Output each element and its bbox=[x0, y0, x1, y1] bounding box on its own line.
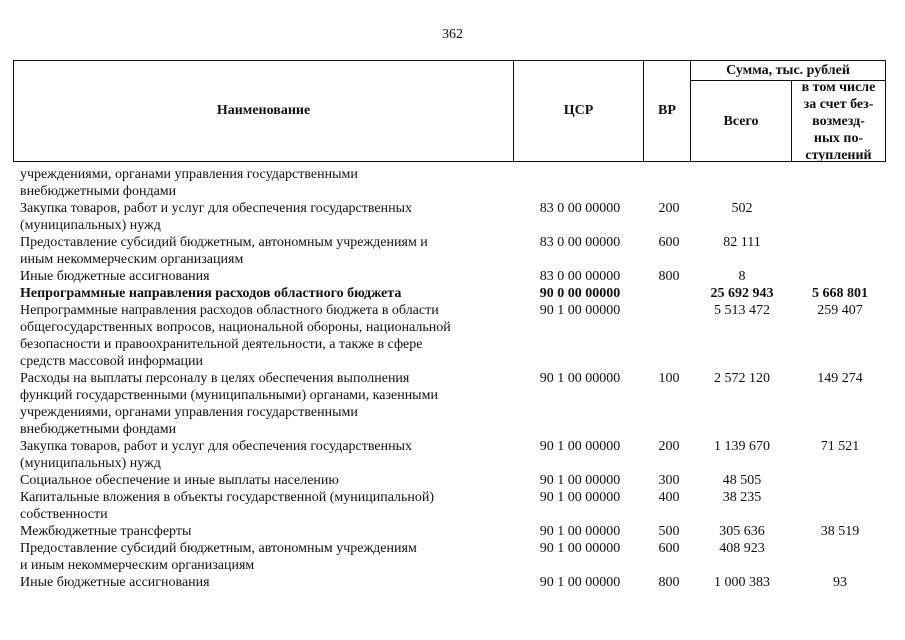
row-free: 5 668 801 bbox=[812, 286, 868, 301]
row-name bbox=[20, 200, 510, 234]
row-name-line: функций государственными (муниципальными) органами, казенными bbox=[20, 388, 438, 403]
row-vr: 800 bbox=[658, 575, 680, 590]
row-vr: 800 bbox=[658, 269, 680, 284]
row-vr: 300 bbox=[658, 473, 680, 488]
row-name-line: (муниципальных) нужд bbox=[20, 218, 161, 233]
row-name-line: внебюджетными фондами bbox=[20, 422, 177, 437]
row-total: 305 636 bbox=[719, 524, 765, 539]
row-name-line: Предоставление субсидий бюджетным, автономным учреждениям bbox=[20, 541, 417, 556]
row-name-line: Социальное обеспечение и иные выплаты населению bbox=[20, 473, 339, 488]
row-total: 1 139 670 bbox=[714, 439, 770, 454]
header-free-line: в том числе bbox=[801, 79, 876, 95]
page-number: 362 bbox=[442, 27, 463, 42]
row-name-line: средств массовой информации bbox=[20, 354, 204, 369]
row-name-line: Иные бюджетные ассигнования bbox=[20, 269, 210, 284]
header-total: Всего bbox=[723, 113, 759, 129]
row-name bbox=[20, 268, 510, 285]
row-total: 502 bbox=[731, 201, 753, 216]
row-total: 48 505 bbox=[722, 473, 762, 488]
table-row bbox=[0, 489, 905, 523]
row-name-line: учреждениями, органами управления государственными bbox=[20, 167, 358, 182]
row-name-line: (муниципальных) нужд bbox=[20, 456, 161, 471]
table-row bbox=[0, 285, 905, 302]
table-row bbox=[0, 166, 905, 200]
row-vr: 500 bbox=[658, 524, 680, 539]
row-total: 8 bbox=[738, 269, 746, 284]
row-name-line: Предоставление субсидий бюджетным, автономным учреждениям и bbox=[20, 235, 428, 250]
table-row bbox=[0, 234, 905, 268]
row-total: 82 111 bbox=[723, 235, 761, 250]
row-csr: 90 0 00 00000 bbox=[539, 286, 621, 301]
header-free-line: ступлений bbox=[805, 147, 872, 163]
row-csr: 90 1 00 00000 bbox=[539, 439, 621, 454]
row-name bbox=[20, 523, 510, 540]
row-free: 93 bbox=[833, 575, 847, 590]
row-csr: 90 1 00 00000 bbox=[539, 303, 621, 318]
row-vr: 400 bbox=[658, 490, 680, 505]
header-bottom-border bbox=[13, 161, 886, 162]
row-csr: 90 1 00 00000 bbox=[539, 490, 621, 505]
header-free-line: ных по- bbox=[813, 130, 864, 146]
row-csr: 90 1 00 00000 bbox=[539, 575, 621, 590]
table-row bbox=[0, 540, 905, 574]
row-csr: 83 0 00 00000 bbox=[539, 201, 621, 216]
row-name bbox=[20, 370, 510, 438]
row-csr: 83 0 00 00000 bbox=[539, 269, 621, 284]
row-free: 149 274 bbox=[817, 371, 863, 386]
table-row bbox=[0, 523, 905, 540]
row-vr: 600 bbox=[658, 541, 680, 556]
header-csr: ЦСР bbox=[563, 103, 594, 118]
row-name bbox=[20, 574, 510, 591]
header-right-border bbox=[885, 60, 886, 162]
row-csr: 90 1 00 00000 bbox=[539, 524, 621, 539]
row-name-line: общегосударственных вопросов, национальной обороны, национальной bbox=[20, 320, 451, 335]
table-row bbox=[0, 574, 905, 591]
table-row bbox=[0, 370, 905, 438]
row-name-line: иным некоммерческим организациям bbox=[20, 252, 244, 267]
row-name-line: учреждениями, органами управления государственными bbox=[20, 405, 358, 420]
table-row bbox=[0, 472, 905, 489]
row-name-line: Межбюджетные трансферты bbox=[20, 524, 192, 539]
row-name-line: Непрограммные направления расходов областного бюджета в области bbox=[20, 303, 439, 318]
header-sum-group: Сумма, тыс. рублей bbox=[726, 62, 850, 78]
row-vr: 200 bbox=[658, 439, 680, 454]
table-header bbox=[13, 60, 886, 162]
row-free: 38 519 bbox=[820, 524, 860, 539]
row-total: 25 692 943 bbox=[710, 286, 774, 301]
row-total: 5 513 472 bbox=[714, 303, 770, 318]
row-name bbox=[20, 540, 510, 574]
row-total: 2 572 120 bbox=[714, 371, 770, 386]
header-vr: ВР bbox=[658, 103, 676, 118]
row-csr: 83 0 00 00000 bbox=[539, 235, 621, 250]
row-name-line: собственности bbox=[20, 507, 108, 522]
row-name bbox=[20, 166, 510, 200]
row-name-line: Иные бюджетные ассигнования bbox=[20, 575, 210, 590]
row-vr: 100 bbox=[658, 371, 680, 386]
row-name bbox=[20, 472, 510, 489]
table-row bbox=[0, 438, 905, 472]
row-name-line: Расходы на выплаты персоналу в целях обеспечения выполнения bbox=[20, 371, 410, 386]
row-name bbox=[20, 285, 510, 302]
row-total: 38 235 bbox=[722, 490, 762, 505]
table-row bbox=[0, 268, 905, 285]
row-name-line: и иным некоммерческим организациям bbox=[20, 558, 255, 573]
row-name bbox=[20, 489, 510, 523]
table-row bbox=[0, 302, 905, 370]
row-total: 408 923 bbox=[719, 541, 765, 556]
row-name bbox=[20, 234, 510, 268]
row-csr: 90 1 00 00000 bbox=[539, 541, 621, 556]
header-name: Наименование bbox=[216, 103, 311, 118]
header-free-line: за счет без- bbox=[803, 96, 874, 112]
header-free-line: возмезд- bbox=[812, 113, 865, 129]
row-name bbox=[20, 302, 510, 370]
row-name-line: Закупка товаров, работ и услуг для обеспечения государственных bbox=[20, 201, 413, 216]
row-free: 71 521 bbox=[820, 439, 860, 454]
row-free: 259 407 bbox=[817, 303, 863, 318]
row-csr: 90 1 00 00000 bbox=[539, 473, 621, 488]
row-total: 1 000 383 bbox=[714, 575, 770, 590]
row-name-line: внебюджетными фондами bbox=[20, 184, 177, 199]
row-name-line: Закупка товаров, работ и услуг для обеспечения государственных bbox=[20, 439, 413, 454]
table-row bbox=[0, 200, 905, 234]
row-vr: 200 bbox=[658, 201, 680, 216]
row-vr: 600 bbox=[658, 235, 680, 250]
row-csr: 90 1 00 00000 bbox=[539, 371, 621, 386]
row-name bbox=[20, 438, 510, 472]
row-name-line: безопасности и правоохранительной деятельности, а также в сфере bbox=[20, 337, 423, 352]
row-name-line: Непрограммные направления расходов областного бюджета bbox=[20, 286, 402, 301]
header-free bbox=[792, 81, 885, 161]
row-name-line: Капитальные вложения в объекты государственной (муниципальной) bbox=[20, 490, 435, 505]
